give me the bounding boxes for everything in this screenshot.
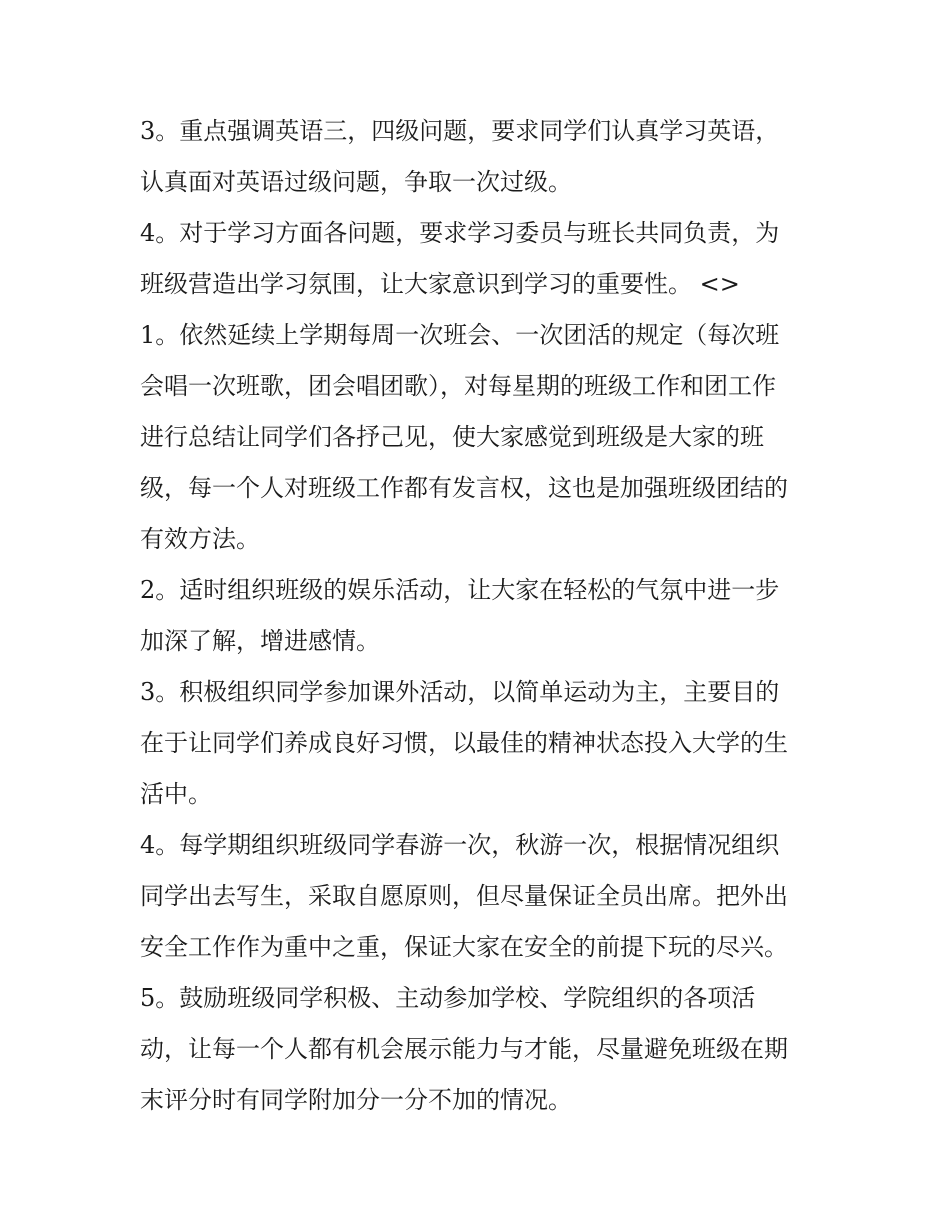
text-line: 在于让同学们养成良好习惯，以最佳的精神状态投入大学的生 [140,729,788,757]
text-line: 3。积极组织同学参加课外活动，以简单运动为主，主要目的 [140,678,780,706]
text-line: 班级营造出学习氛围，让大家意识到学习的重要性。 <> [140,270,740,298]
document-body [140,106,820,1126]
text-line: 活中。 [140,780,212,808]
text-line: 有效方法。 [140,525,260,553]
text-line: 3。重点强调英语三，四级问题，要求同学们认真学习英语， [140,117,780,145]
text-line: 进行总结让同学们各抒己见，使大家感觉到班级是大家的班 [140,423,764,451]
text-line: 动，让每一个人都有机会展示能力与才能，尽量避免班级在期 [140,1035,788,1063]
text-line: 级，每一个人对班级工作都有发言权，这也是加强班级团结的 [140,474,788,502]
text-line: 安全工作作为重中之重，保证大家在安全的前提下玩的尽兴。 [140,933,788,961]
text-line: 1。依然延续上学期每周一次班会、一次团活的规定（每次班 [140,321,780,349]
text-line: 2。适时组织班级的娱乐活动，让大家在轻松的气氛中进一步 [140,576,780,604]
text-line: 5。鼓励班级同学积极、主动参加学校、学院组织的各项活 [140,984,756,1012]
text-line: 会唱一次班歌，团会唱团歌），对每星期的班级工作和团工作 [140,372,776,400]
text-line: 加深了解，增进感情。 [140,627,380,655]
text-line: 4。每学期组织班级同学春游一次，秋游一次，根据情况组织 [140,831,780,859]
text-line: 同学出去写生，采取自愿原则，但尽量保证全员出席。把外出 [140,882,788,910]
text-line: 4。对于学习方面各问题，要求学习委员与班长共同负责，为 [140,219,780,247]
text-line: 末评分时有同学附加分一分不加的情况。 [140,1086,572,1114]
text-line: 认真面对英语过级问题，争取一次过级。 [140,168,572,196]
